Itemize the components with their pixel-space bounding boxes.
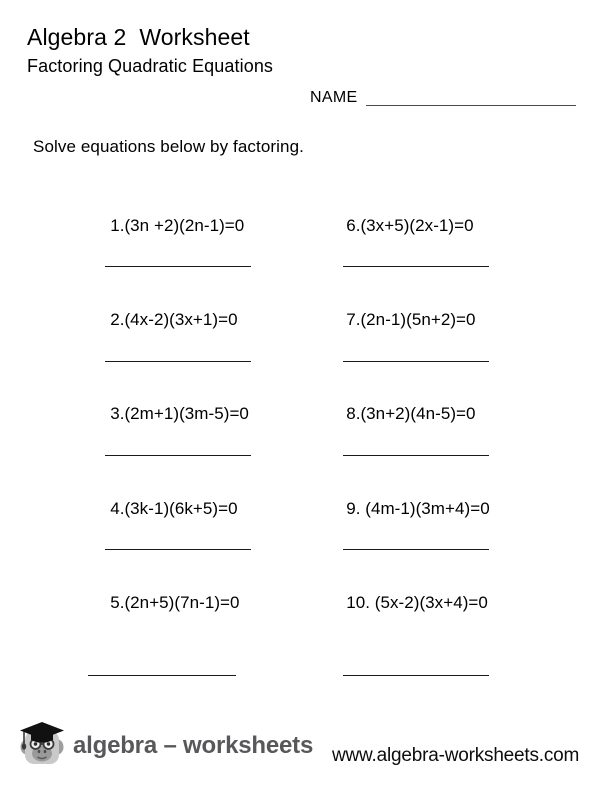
problem-item: [308, 477, 490, 540]
problem-equation: (4x-2)(3x+1)=0: [124, 310, 238, 329]
problem-equation: (2n-1)(5n+2)=0: [360, 310, 476, 329]
instruction-text: Solve equations below by factoring.: [33, 137, 304, 156]
problem-number: 1.: [110, 216, 125, 235]
problem-number: 3.: [110, 404, 125, 423]
page-footer: [0, 706, 612, 792]
answer-line[interactable]: [105, 549, 251, 550]
problem-item: [72, 477, 238, 540]
problem-equation: (2m+1)(3m-5)=0: [124, 404, 249, 423]
problem-item: [308, 288, 476, 351]
problem-number: 8.: [346, 404, 361, 423]
answer-line[interactable]: [343, 361, 489, 362]
problem-item: [72, 288, 238, 351]
problem-equation: (3k-1)(6k+5)=0: [124, 499, 238, 518]
problem-item: [72, 382, 249, 445]
page-subtitle: Factoring Quadratic Equations: [27, 56, 274, 76]
problem-equation: (3x+5)(2x-1)=0: [360, 216, 474, 235]
problem-number: 10.: [346, 593, 370, 612]
problem-number: 7.: [346, 310, 361, 329]
problem-item: [308, 571, 488, 634]
answer-line[interactable]: [343, 455, 489, 456]
problem-equation: (4m-1)(3m+4)=0: [360, 499, 490, 518]
problem-item: [308, 194, 474, 257]
problem-item: [308, 382, 476, 445]
answer-line[interactable]: [343, 675, 489, 676]
answer-line[interactable]: [105, 266, 251, 267]
answer-line[interactable]: [105, 361, 251, 362]
problem-number: 5.: [110, 593, 125, 612]
answer-line[interactable]: [88, 675, 236, 676]
problem-equation: (3n+2)(4n-5)=0: [360, 404, 476, 423]
problem-item: [72, 571, 240, 634]
answer-line[interactable]: [343, 549, 489, 550]
site-url[interactable]: www.algebra-worksheets.com: [332, 745, 580, 766]
problem-number: 4.: [110, 499, 125, 518]
site-logo[interactable]: [18, 720, 314, 770]
graduate-monkey-icon: [18, 720, 66, 768]
problem-item: [72, 194, 244, 257]
problem-equation: (2n+5)(7n-1)=0: [124, 593, 240, 612]
logo-wordmark: algebra – worksheets: [73, 732, 314, 759]
answer-line[interactable]: [343, 266, 489, 267]
problem-equation: (3n +2)(2n-1)=0: [124, 216, 245, 235]
problem-equation: (5x-2)(3x+4)=0: [369, 593, 488, 612]
problem-number: 6.: [346, 216, 361, 235]
page-title: Algebra 2 Worksheet: [27, 24, 250, 50]
problem-number: 9.: [346, 499, 361, 518]
answer-line[interactable]: [105, 455, 251, 456]
name-label: NAME: [310, 89, 358, 106]
problem-number: 2.: [110, 310, 125, 329]
